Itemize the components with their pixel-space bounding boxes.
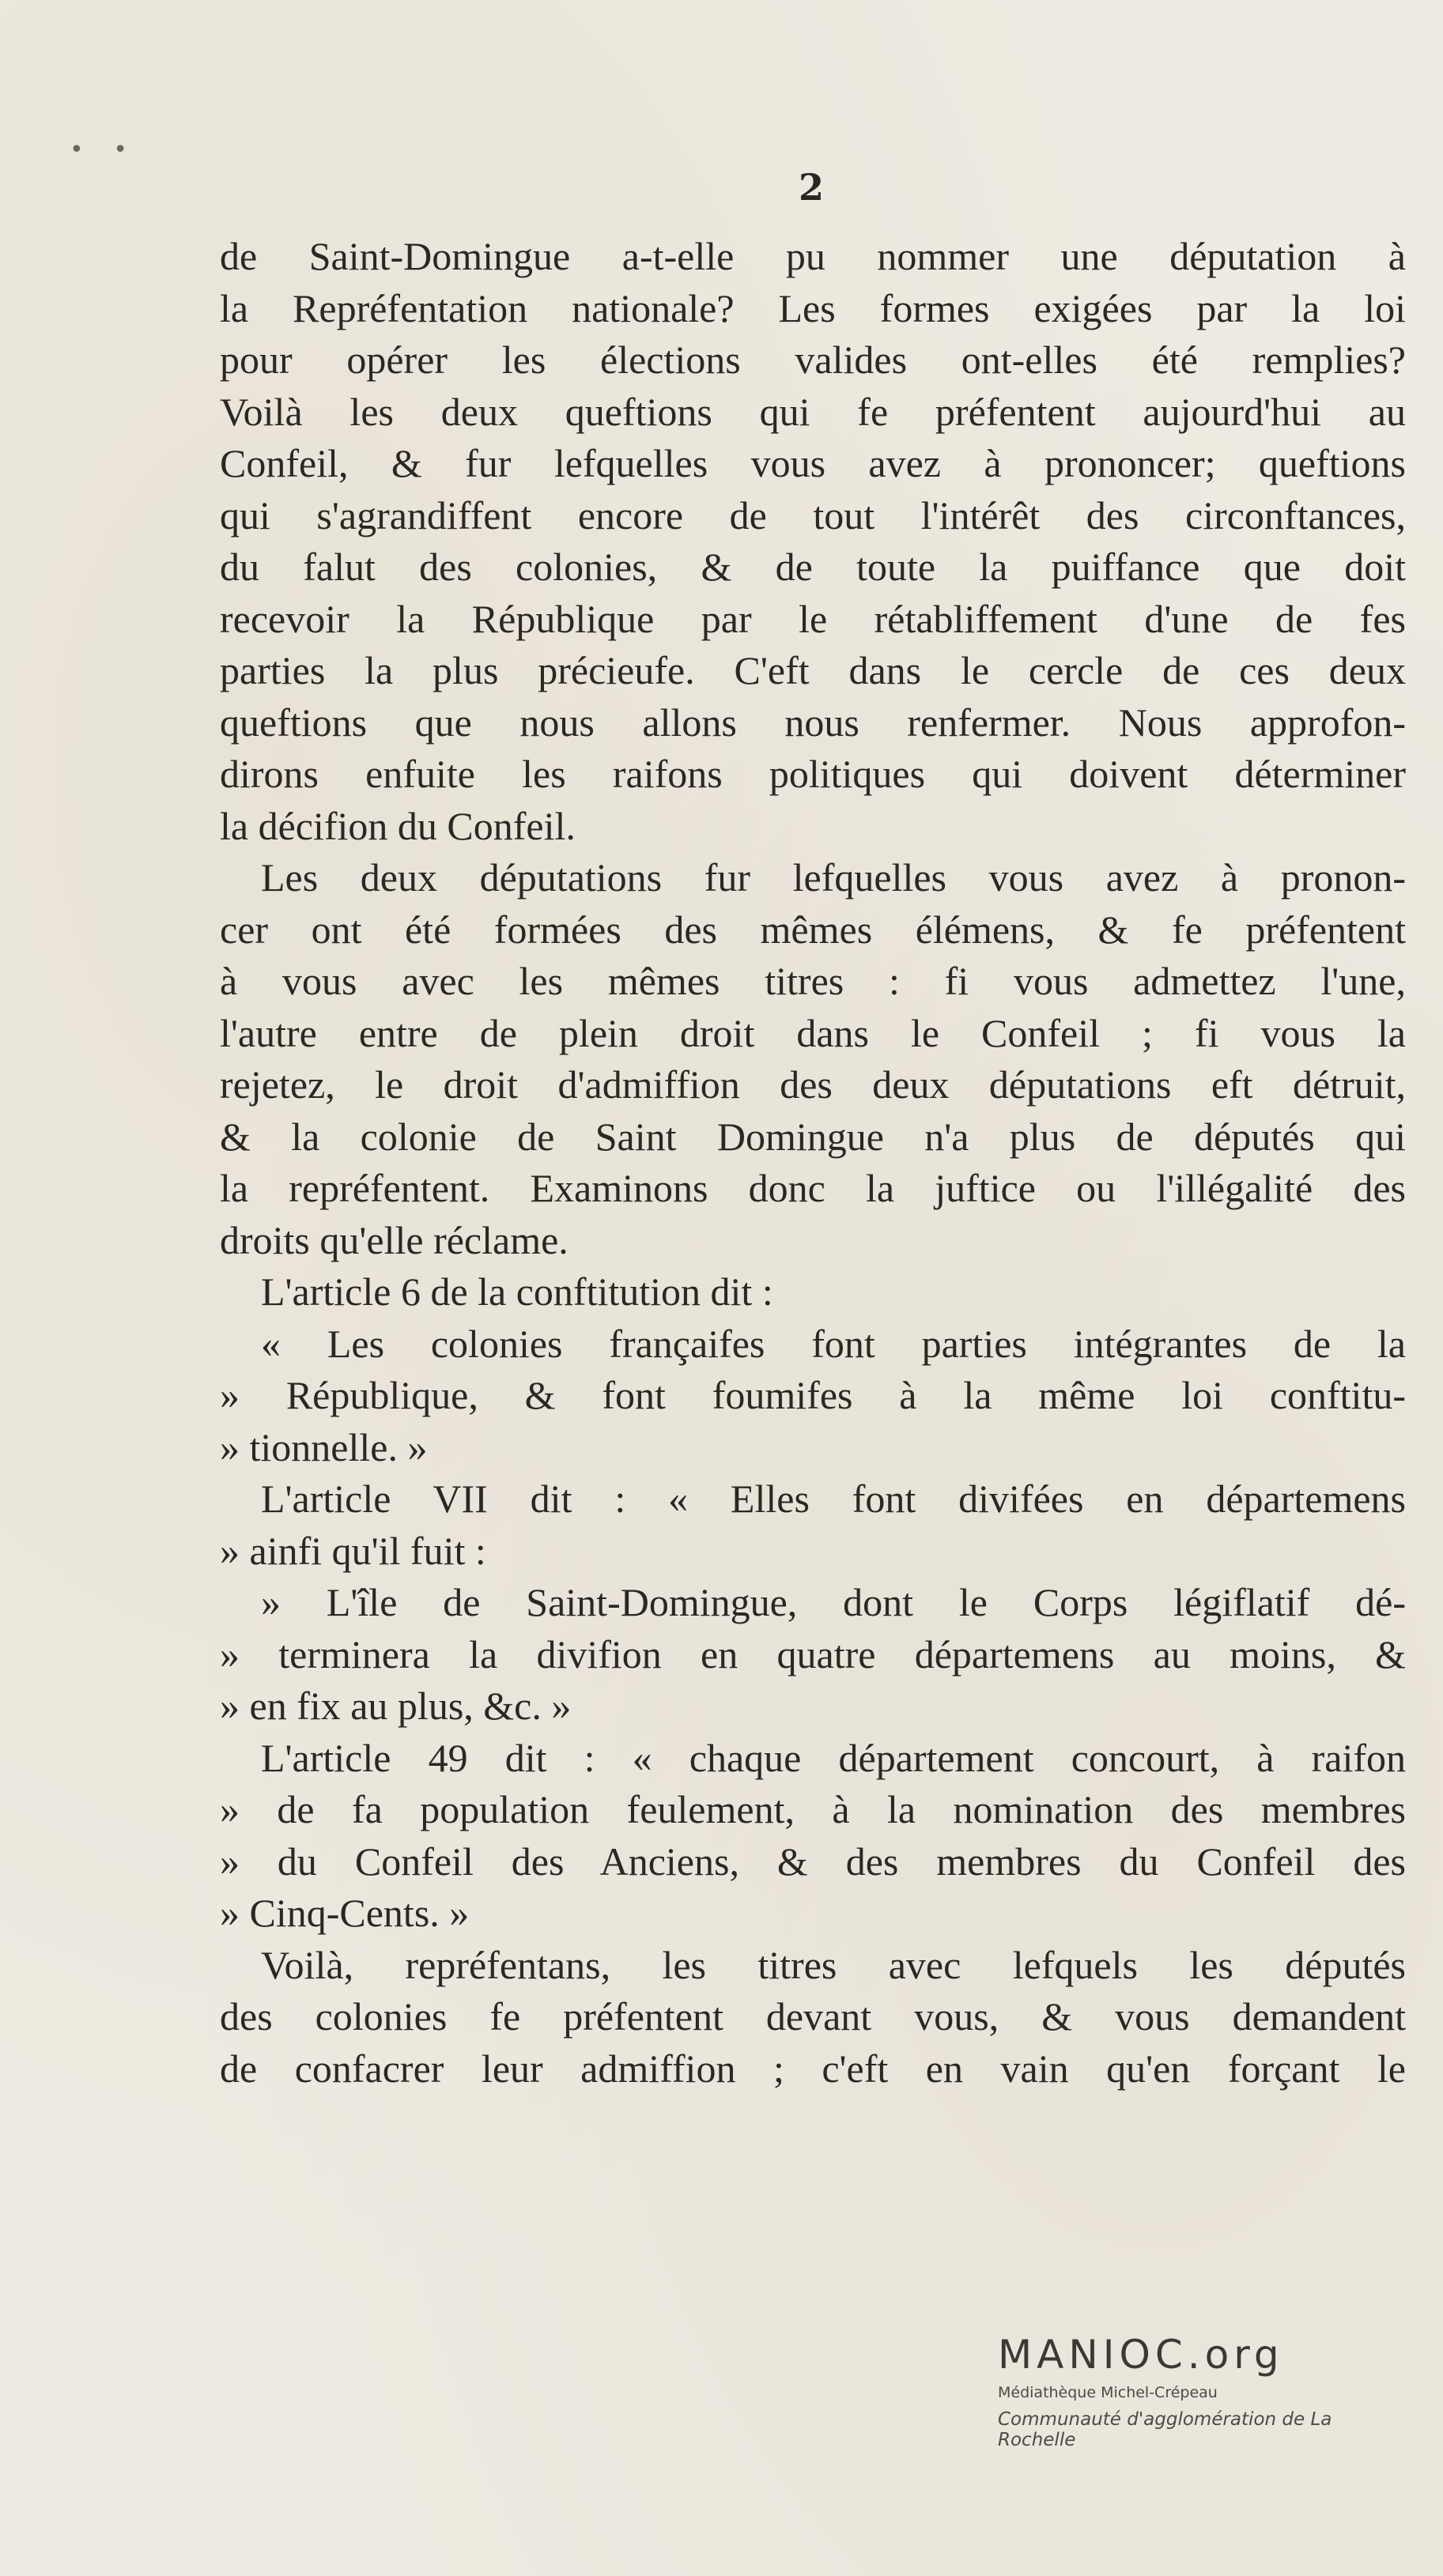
text-line: Voilà les deux queftions qui fe préfentent aujourd'hui au: [220, 389, 1406, 434]
text-line: dirons enfuite les raifons politiques qui doivent déterminer: [220, 752, 1406, 796]
text-line: de Saint-Domingue a-t-elle pu nommer une députation à: [220, 234, 1406, 278]
text-line: pour opérer les élections valides ont-elles été remplies?: [220, 338, 1406, 382]
text-line: droits qu'elle réclame.: [220, 1217, 569, 1262]
text-line: » Cinq-Cents. »: [220, 1891, 470, 1935]
text-line: Voilà, repréfentans, les titres avec lefquels les députés: [261, 1942, 1406, 1987]
text-line: « Les colonies françaifes font parties intégrantes de la: [261, 1321, 1406, 1366]
text-line: » du Confeil des Anciens, & des membres du Confeil des: [220, 1839, 1406, 1884]
body-text: [220, 231, 1406, 2095]
text-line: l'autre entre de plein droit dans le Confeil ; fi vous la: [220, 1010, 1406, 1055]
text-line: » L'île de Saint-Domingue, dont le Corps légiflatif dé-: [261, 1580, 1406, 1624]
text-line: » ainfi qu'il fuit :: [220, 1528, 486, 1573]
page-number: 2: [799, 166, 825, 209]
text-line: & la colonie de Saint Domingue n'a plus de députés qui: [220, 1114, 1406, 1159]
text-line: L'article VII dit : « Elles font divifées en départemens: [261, 1477, 1406, 1521]
margin-marks: • •: [70, 136, 138, 164]
text-line: rejetez, le droit d'admiffion des deux députations eft détruit,: [220, 1062, 1406, 1107]
text-line: cer ont été formées des mêmes élémens, & fe préfentent: [220, 907, 1406, 952]
text-line: » République, & font foumifes à la même loi conftitu-: [220, 1373, 1406, 1417]
text-line: à vous avec les mêmes titres : fi vous admettez l'une,: [220, 959, 1406, 1003]
text-line: » de fa population feulement, à la nomination des membres: [220, 1787, 1406, 1831]
text-line: la décifion du Confeil.: [220, 803, 576, 848]
text-line: » en fix au plus, &c. »: [220, 1684, 572, 1728]
community-name: Communauté d'agglomération de La Rochelle: [998, 2409, 1332, 2450]
watermark: [998, 2332, 1409, 2450]
text-line: » tionnelle. »: [220, 1424, 428, 1469]
text-line: Les deux députations fur lefquelles vous avez à pronon-: [261, 855, 1406, 900]
text-line: parties la plus précieufe. C'eft dans le cercle de ces deux: [220, 648, 1406, 692]
text-line: du falut des colonies, & de toute la puiffance que doit: [220, 545, 1406, 589]
text-line: recevoir la République par le rétabliffement d'une de fes: [220, 596, 1406, 641]
library-name: Médiathèque Michel-Crépeau: [998, 2384, 1218, 2401]
text-line: Confeil, & fur lefquelles vous avez à prononcer; queftions: [220, 441, 1406, 485]
text-line: L'article 49 dit : « chaque département concourt, à raifon: [261, 1735, 1406, 1780]
manioc-logo: MANIOC.org: [998, 2332, 1284, 2378]
text-line: de confacrer leur admiffion ; c'eft en vain qu'en forçant le: [220, 2046, 1406, 2091]
text-line: des colonies fe préfentent devant vous, & vous demandent: [220, 1994, 1406, 2039]
text-line: qui s'agrandiffent encore de tout l'intérêt des circonftances,: [220, 492, 1406, 537]
text-line: L'article 6 de la conftitution dit :: [261, 1269, 773, 1314]
text-line: queftions que nous allons nous renfermer. Nous approfon-: [220, 700, 1406, 745]
text-line: la Repréfentation nationale? Les formes exigées par la loi: [220, 285, 1406, 330]
text-line: la repréfentent. Examinons donc la juftice ou l'illégalité des: [220, 1166, 1406, 1210]
text-line: » terminera la divifion en quatre départemens au moins, &: [220, 1631, 1406, 1676]
